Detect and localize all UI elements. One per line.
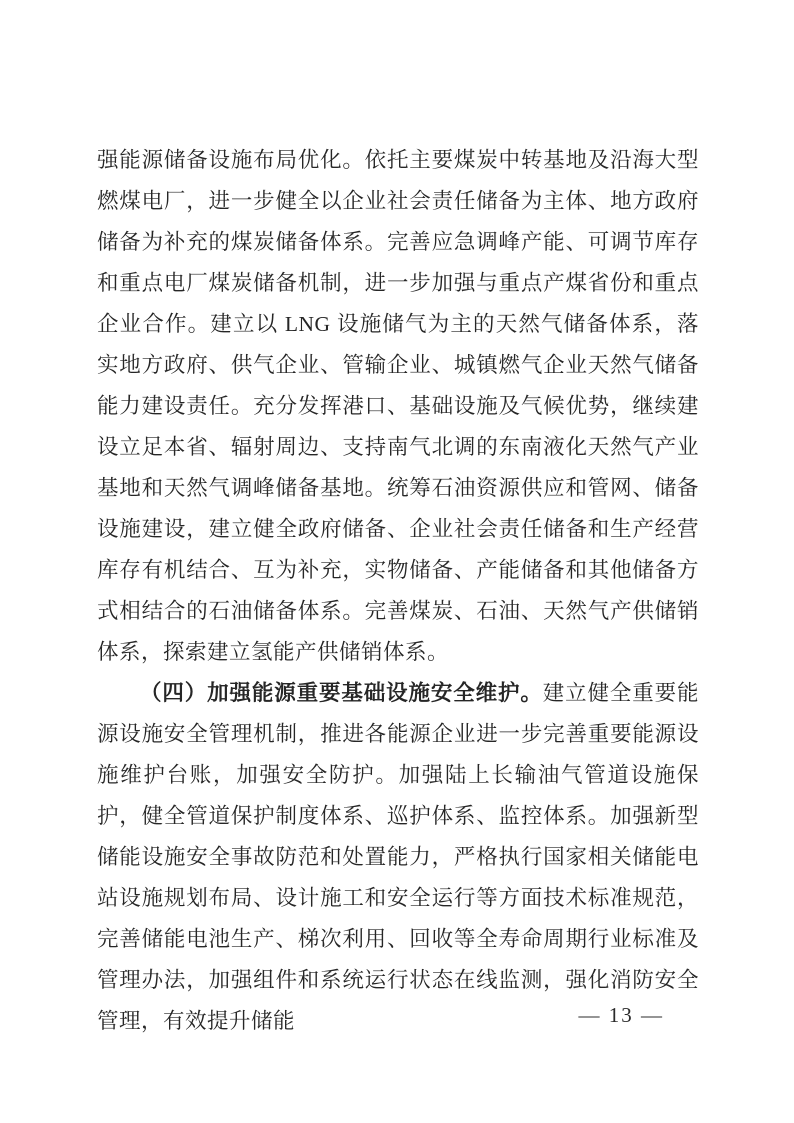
page-number: — 13 — bbox=[578, 1003, 664, 1027]
section-four-heading: （四）加强能源重要基础设施安全维护。 bbox=[140, 681, 543, 705]
paragraph-section-four bbox=[97, 673, 699, 1042]
paragraph-continuation-text: 强能源储备设施布局优化。依托主要煤炭中转基地及沿海大型燃煤电厂，进一步健全以企业社会责任储备为主体、地方政府储备为补充的煤炭储备体系。完善应急调峰产能、可调节库存和重点电厂煤炭储备机制，进一步加强与重点产煤省份和重点企业合作。建立以 LNG 设施储气为主的天然气储备体系，落实地方政府、供气企业、管输企业、城镇燃气企业天然气储备能力建设责任。充分发挥港口、基础设施及气候优势，继续建设立足本省、辐射周边、支持南气北调的东南液化天然气产业基地和天然气调峰储备基地。统筹石油资源供应和管网、储备设施建设，建立健全政府储备、企业社会责任储备和生产经营库存有机结合、互为补充，实物储备、产能储备和其他储备方式相结合的石油储备体系。完善煤炭、石油、天然气产供储销体系，探索建立氢能产供储销体系。 bbox=[97, 148, 699, 664]
section-four-body-text: 建立健全重要能源设施安全管理机制，推进各能源企业进一步完善重要能源设施维护台账，加强安全防护。加强陆上长输油气管道设施保护，健全管道保护制度体系、巡护体系、监控体系。加强新型储能设施安全事故防范和处置能力，严格执行国家相关储能电站设施规划布局、设计施工和安全运行等方面技术标准规范，完善储能电池生产、梯次利用、回收等全寿命周期行业标准及管理办法，加强组件和系统运行状态在线监测，强化消防安全管理，有效提升储能 bbox=[97, 681, 699, 1033]
paragraph-continuation bbox=[97, 140, 699, 673]
document-body bbox=[97, 140, 699, 1042]
